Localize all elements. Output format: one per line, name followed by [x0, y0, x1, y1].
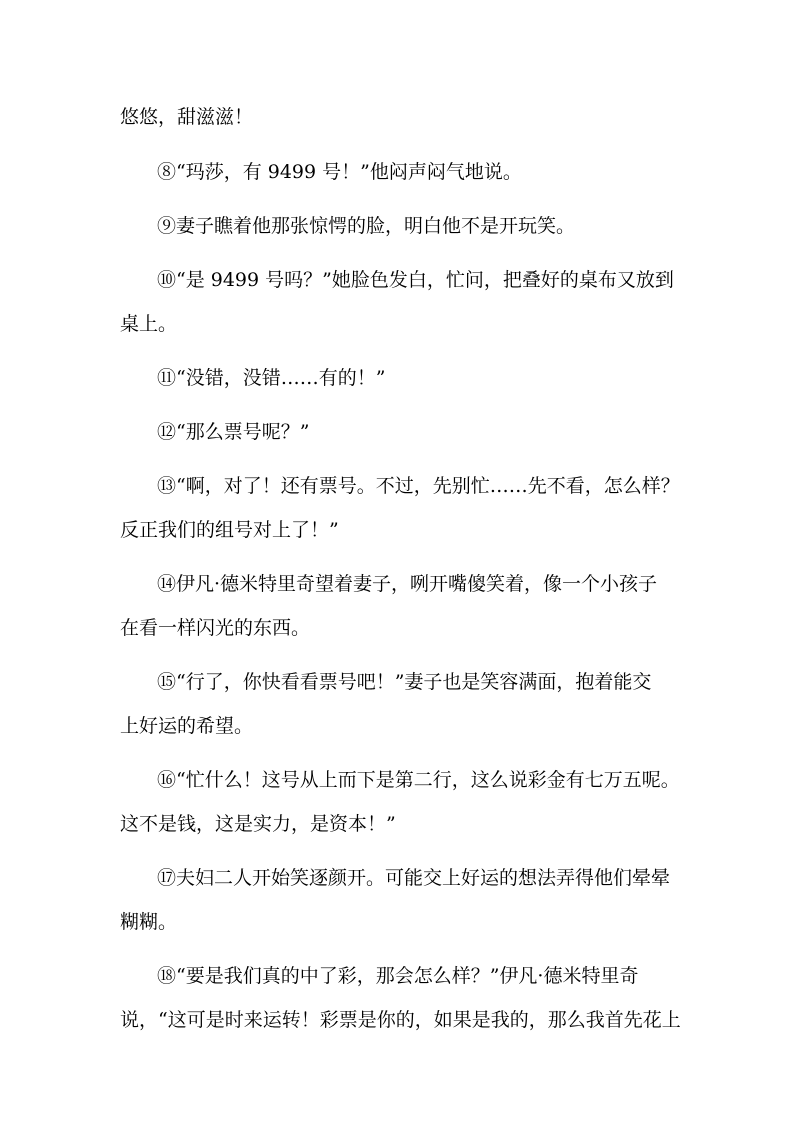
paragraph-17: ⑰夫妇二人开始笑逐颜开。可能交上好运的想法弄得他们晕晕 [157, 867, 671, 889]
paragraph-11: ⑪“没错，没错……有的！” [157, 367, 386, 389]
text-line: 悠悠，甜滋滋！ [120, 106, 254, 128]
paragraph-18: ⑱“要是我们真的中了彩，那会怎么样？”伊凡·德米特里奇 [157, 965, 639, 987]
paragraph-15: ⑮“行了，你快看看票号吧！”妻子也是笑容满面，抱着能交 [157, 671, 652, 693]
paragraph-8: ⑧“玛莎，有 9499 号！”他闷声闷气地说。 [157, 161, 522, 183]
text-line: 上好运的希望。 [120, 715, 254, 737]
paragraph-14: ⑭伊凡·德米特里奇望着妻子，咧开嘴傻笑着，像一个小孩子 [157, 573, 658, 595]
paragraph-9: ⑨妻子瞧着他那张惊愕的脸，明白他不是开玩笑。 [157, 215, 576, 237]
text-line: 反正我们的组号对上了！” [120, 519, 339, 541]
text-line: 说，“这可是时来运转！彩票是你的，如果是我的，那么我首先花上 [120, 1009, 681, 1031]
paragraph-12: ⑫“那么票号呢？” [157, 421, 310, 443]
paragraph-13: ⑬“啊，对了！还有票号。不过，先别忙……先不看，怎么样？ [157, 475, 680, 497]
paragraph-10: ⑩“是 9499 号吗？”她脸色发白，忙问，把叠好的桌布又放到 [157, 269, 674, 291]
paragraph-16: ⑯“忙什么！这号从上而下是第二行，这么说彩金有七万五呢。 [157, 769, 680, 791]
text-line: 这不是钱，这是实力，是资本！” [120, 813, 396, 835]
text-line: 在看一样闪光的东西。 [120, 617, 311, 639]
text-line: 桌上。 [120, 313, 178, 335]
text-line: 糊糊。 [120, 911, 178, 933]
